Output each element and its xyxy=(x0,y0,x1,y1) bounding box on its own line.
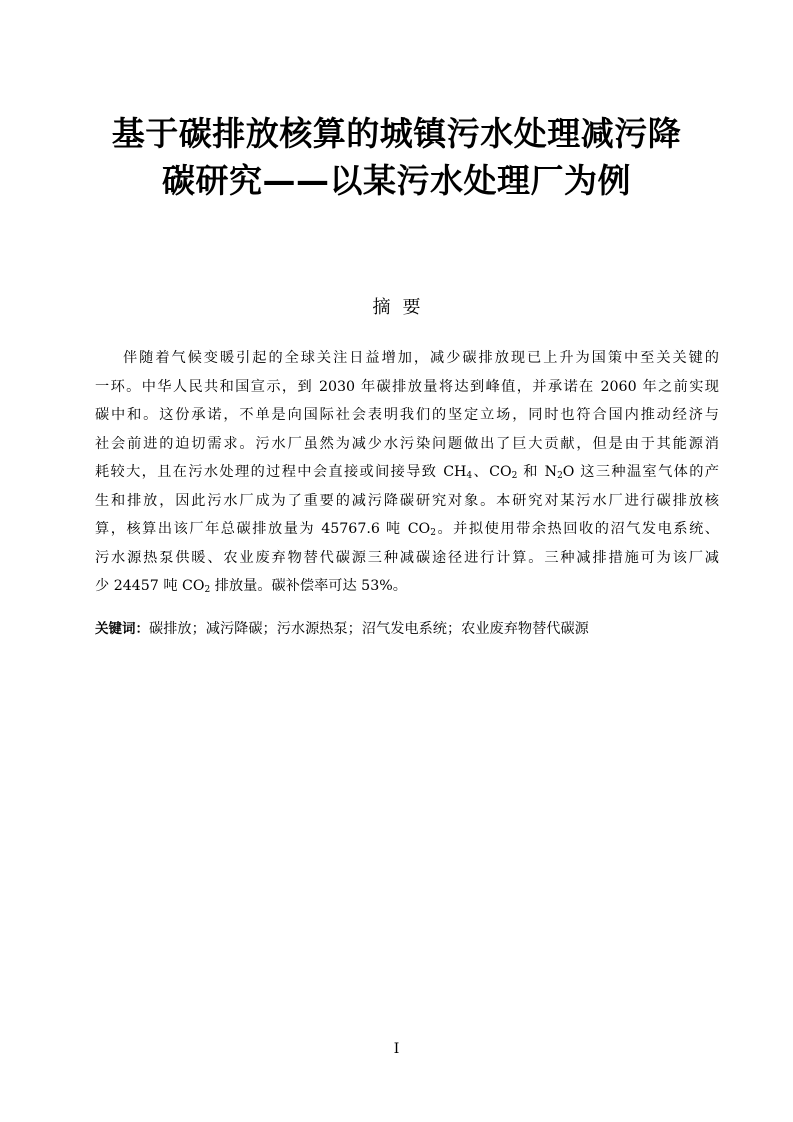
abstract-line-5 xyxy=(95,458,719,487)
paper-title xyxy=(60,110,733,204)
subscript-co2-reduction: 2 xyxy=(204,585,211,595)
abstract-line-4: 社会前进的迫切需求。污水厂虽然为减少水污染问题做出了巨大贡献，但是由于其能源消 xyxy=(95,435,719,452)
abstract-line-3: 碳中和。这份承诺，不单是向国际社会表明我们的坚定立场，同时也符合国内推动经济与 xyxy=(95,407,719,423)
abstract-line-7-part-a: 算，核算出该厂年总碳排放量为 45767.6 吨 CO xyxy=(95,521,431,537)
page-number: I xyxy=(393,1041,400,1057)
title-line-2: 碳研究——以某污水处理厂为例 xyxy=(162,161,631,200)
abstract-line-5-part-c: 和 N xyxy=(517,464,558,480)
keywords-label: 关键词： xyxy=(95,621,149,637)
subscript-n2o: 2 xyxy=(557,471,563,481)
abstract-line-7-part-b: 。并拟使用带余热回收的沼气发电系统、 xyxy=(435,521,719,537)
abstract-line-2: 一环。中华人民共和国宣示，到 2030 年碳排放量将达到峰值，并承诺在 2060 年之前实现 xyxy=(95,378,719,395)
abstract-heading: 摘要 xyxy=(372,297,433,318)
subscript-co2: 2 xyxy=(511,471,518,481)
subscript-ch4: 4 xyxy=(466,471,473,481)
abstract-line-5-part-d: O 这三种温室气体的产 xyxy=(562,464,719,480)
keywords-text: 碳排放；减污降碳；污水源热泵；沼气发电系统；农业废弃物替代碳源 xyxy=(149,621,589,637)
abstract-line-6: 生和排放，因此污水厂成为了重要的减污降碳研究对象。本研究对某污水厂进行碳排放核 xyxy=(95,492,719,509)
abstract-paragraph xyxy=(95,344,719,601)
abstract-line-5-part-b: 、CO xyxy=(472,464,512,480)
abstract-line-8: 污水源热泵供暖、农业废弃物替代碳源三种减碳途径进行计算。三种减排措施可为该厂减 xyxy=(95,549,719,566)
keywords xyxy=(95,617,719,641)
abstract-line-9-part-b: 排放量。碳补偿率可达 53%。 xyxy=(210,578,407,594)
abstract-line-1: 伴随着气候变暖引起的全球关注日益增加，减少碳排放现已上升为国策中至关关键的 xyxy=(123,350,719,366)
abstract-line-7 xyxy=(95,515,719,544)
abstract-line-5-part-a: 耗较大，且在污水处理的过程中会直接或间接导致 CH xyxy=(95,464,467,480)
abstract-line-9-part-a: 少 24457 吨 CO xyxy=(95,578,205,594)
abstract-line-9 xyxy=(95,572,719,601)
subscript-co2-total: 2 xyxy=(430,528,436,538)
title-line-1: 基于碳排放核算的城镇污水处理减污降 xyxy=(111,114,682,153)
